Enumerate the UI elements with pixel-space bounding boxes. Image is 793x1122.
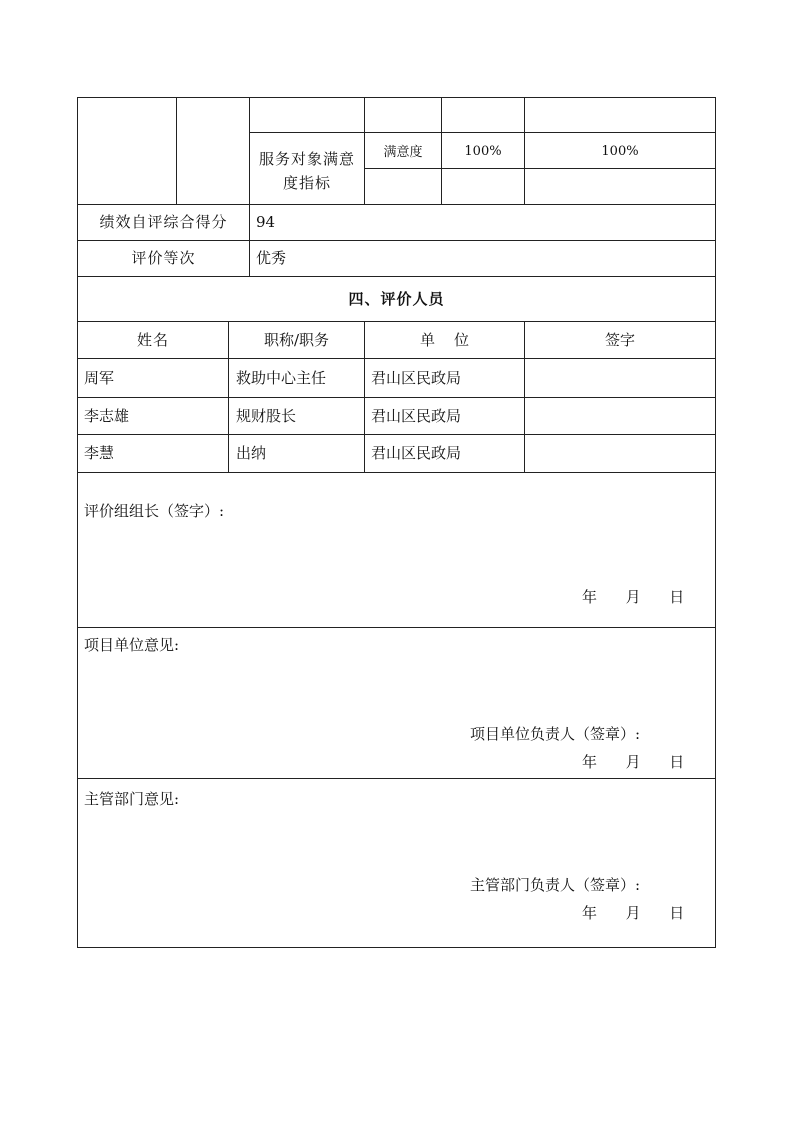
row-divider [77,240,716,241]
person-unit: 君山区民政局 [371,444,462,462]
row-divider [77,778,716,779]
row-divider [77,321,716,322]
project-unit-opinion-label: 项目单位意见: [84,636,180,654]
score-value: 94 [256,213,276,231]
leader-sign-label: 评价组组长（签字）: [84,502,225,520]
grade-value: 优秀 [256,249,287,267]
table-bottom-border [77,947,716,948]
authority-opinion-label: 主管部门意见: [84,790,180,808]
project-unit-sign-label: 项目单位负责人（签章）: [470,725,641,743]
score-label: 绩效自评综合得分 [99,213,228,231]
row-divider [77,276,716,277]
row-divider [77,472,716,473]
authority-sign-label: 主管部门负责人（签章）: [470,876,641,894]
person-title: 规财股长 [236,407,297,425]
row-divider [364,168,716,169]
indicator-target: 100% [464,144,502,159]
person-name: 周军 [84,369,115,387]
column-header-sign: 签字 [604,331,635,349]
column-header-unit: 单 位 [419,331,470,349]
table-right-border [715,97,716,948]
table-top-border [77,97,716,98]
person-name: 李慧 [84,444,115,462]
leader-sign-date: 年 月 日 [582,588,685,606]
row-divider [249,132,716,133]
indicator-category-line1: 服务对象满意 [258,150,355,168]
indicator-category-line2: 度指标 [282,174,331,192]
column-divider [176,97,177,204]
row-divider [77,434,716,435]
row-divider [77,627,716,628]
grade-label: 评价等次 [131,249,196,267]
section-title: 四、评价人员 [348,290,445,308]
project-unit-sign-date: 年 月 日 [582,753,685,771]
person-title: 出纳 [236,444,267,462]
row-divider [77,358,716,359]
column-header-name: 姓名 [136,331,169,349]
row-divider [77,204,716,205]
person-title: 救助中心主任 [236,369,327,387]
row-divider [77,397,716,398]
person-name: 李志雄 [84,407,130,425]
person-unit: 君山区民政局 [371,407,462,425]
indicator-actual: 100% [601,144,639,159]
authority-sign-date: 年 月 日 [582,904,685,922]
person-unit: 君山区民政局 [371,369,462,387]
column-header-title: 职称/职务 [263,331,330,349]
indicator-name: 满意度 [383,145,423,160]
